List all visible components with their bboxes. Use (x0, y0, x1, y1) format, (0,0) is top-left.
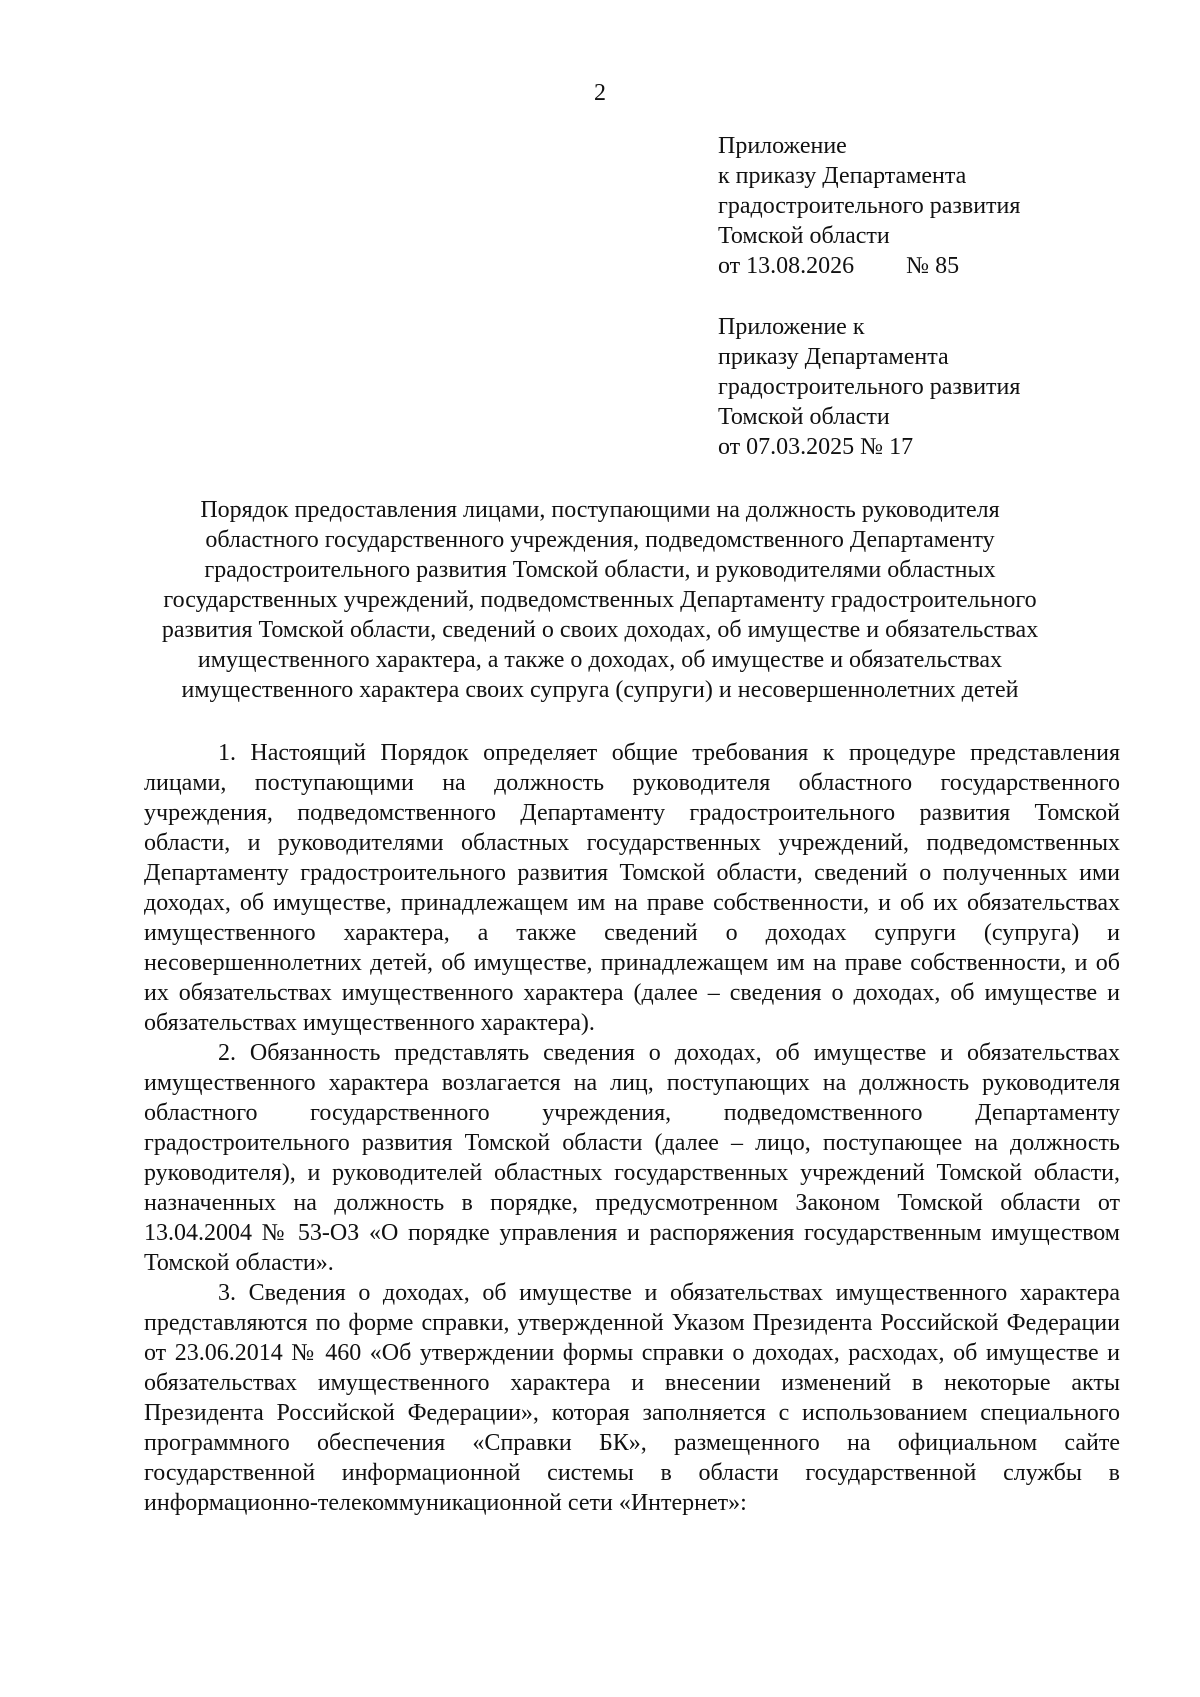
paragraph-3: 3. Сведения о доходах, об имуществе и обязательствах имущественного характера представляются по форме справки, утвержденной Указом Президента Российской Федерации от 23.06.2014 № 460 «Об утверждении формы справки о доходах, расходах, об имуществе и обязательствах имущественного характера и внесении изменений в некоторые акты Президента Российской Федерации», которая заполняется с использованием специального программного обеспечения «Справки БК», размещенного на официальном сайте государственной информационной системы в области государственной службы в информационно-телекоммуникационной сети «Интернет»: (144, 1280, 1120, 1516)
document-title (110, 495, 1090, 705)
appendix-previous-line3: градостроительного развития (718, 374, 1021, 400)
appendix-current-number: № 85 (906, 253, 960, 279)
paragraph-1: 1. Настоящий Порядок определяет общие требования к процедуре представления лицами, поступающими на должность руководителя областного государственного учреждения, подведомственного Департаменту градостроительного развития Томской области, и руководителями областных государственных учреждений, подведомственных Департаменту градостроительного развития Томской области, сведений о полученных ими доходах, об имуществе, принадлежащем им на праве собственности, и об их обязательствах имущественного характера, а также сведений о доходах супруги (супруга) и несовершеннолетних детей, об имуществе, принадлежащем им на праве собственности, и об их обязательствах имущественного характера (далее – сведения о доходах, об имуществе и обязательствах имущественного характера). (144, 740, 1120, 1036)
appendix-block-previous (718, 312, 1158, 462)
appendix-previous-line5: от 07.03.2025 № 17 (718, 434, 914, 460)
document-body (144, 738, 1120, 1518)
appendix-current-line2: к приказу Департамента (718, 163, 967, 189)
title-line: имущественного характера своих супруга (супруги) и несовершеннолетних детей (181, 677, 1019, 703)
title-line: градостроительного развития Томской области, и руководителями областных (204, 557, 996, 583)
title-line: имущественного характера, а также о доходах, об имуществе и обязательствах (197, 647, 1003, 673)
title-line: Порядок предоставления лицами, поступающими на должность руководителя (200, 497, 1000, 523)
appendix-previous-line2: приказу Департамента (718, 344, 949, 370)
appendix-previous-line4: Томской области (718, 404, 890, 430)
title-line: развития Томской области, сведений о своих доходах, об имуществе и обязательствах (161, 617, 1039, 643)
appendix-current-line1: Приложение (718, 133, 847, 159)
appendix-current-date-line (718, 251, 1158, 281)
appendix-current-line4: Томской области (718, 223, 890, 249)
paragraph-2: 2. Обязанность представлять сведения о доходах, об имуществе и обязательствах имущественного характера возлагается на лиц, поступающих на должность руководителя областного государственного учреждения, подведомственного Департаменту градостроительного развития Томской области (далее – лицо, поступающее на должность руководителя), и руководителей областных государственных учреждений Томской области, назначенных на должность в порядке, предусмотренном Законом Томской области от 13.04.2004 № 53-ОЗ «О порядке управления и распоряжения государственным имуществом Томской области». (144, 1040, 1120, 1276)
title-line: государственных учреждений, подведомственных Департаменту градостроительного (163, 587, 1037, 613)
appendix-current-line3: градостроительного развития (718, 193, 1021, 219)
appendix-current-date: от 13.08.2026 (718, 253, 855, 279)
appendix-previous-line1: Приложение к (718, 314, 865, 340)
page-number: 2 (594, 80, 606, 106)
title-line: областного государственного учреждения, подведомственного Департаменту (205, 527, 995, 553)
appendix-block-current (718, 131, 1158, 281)
